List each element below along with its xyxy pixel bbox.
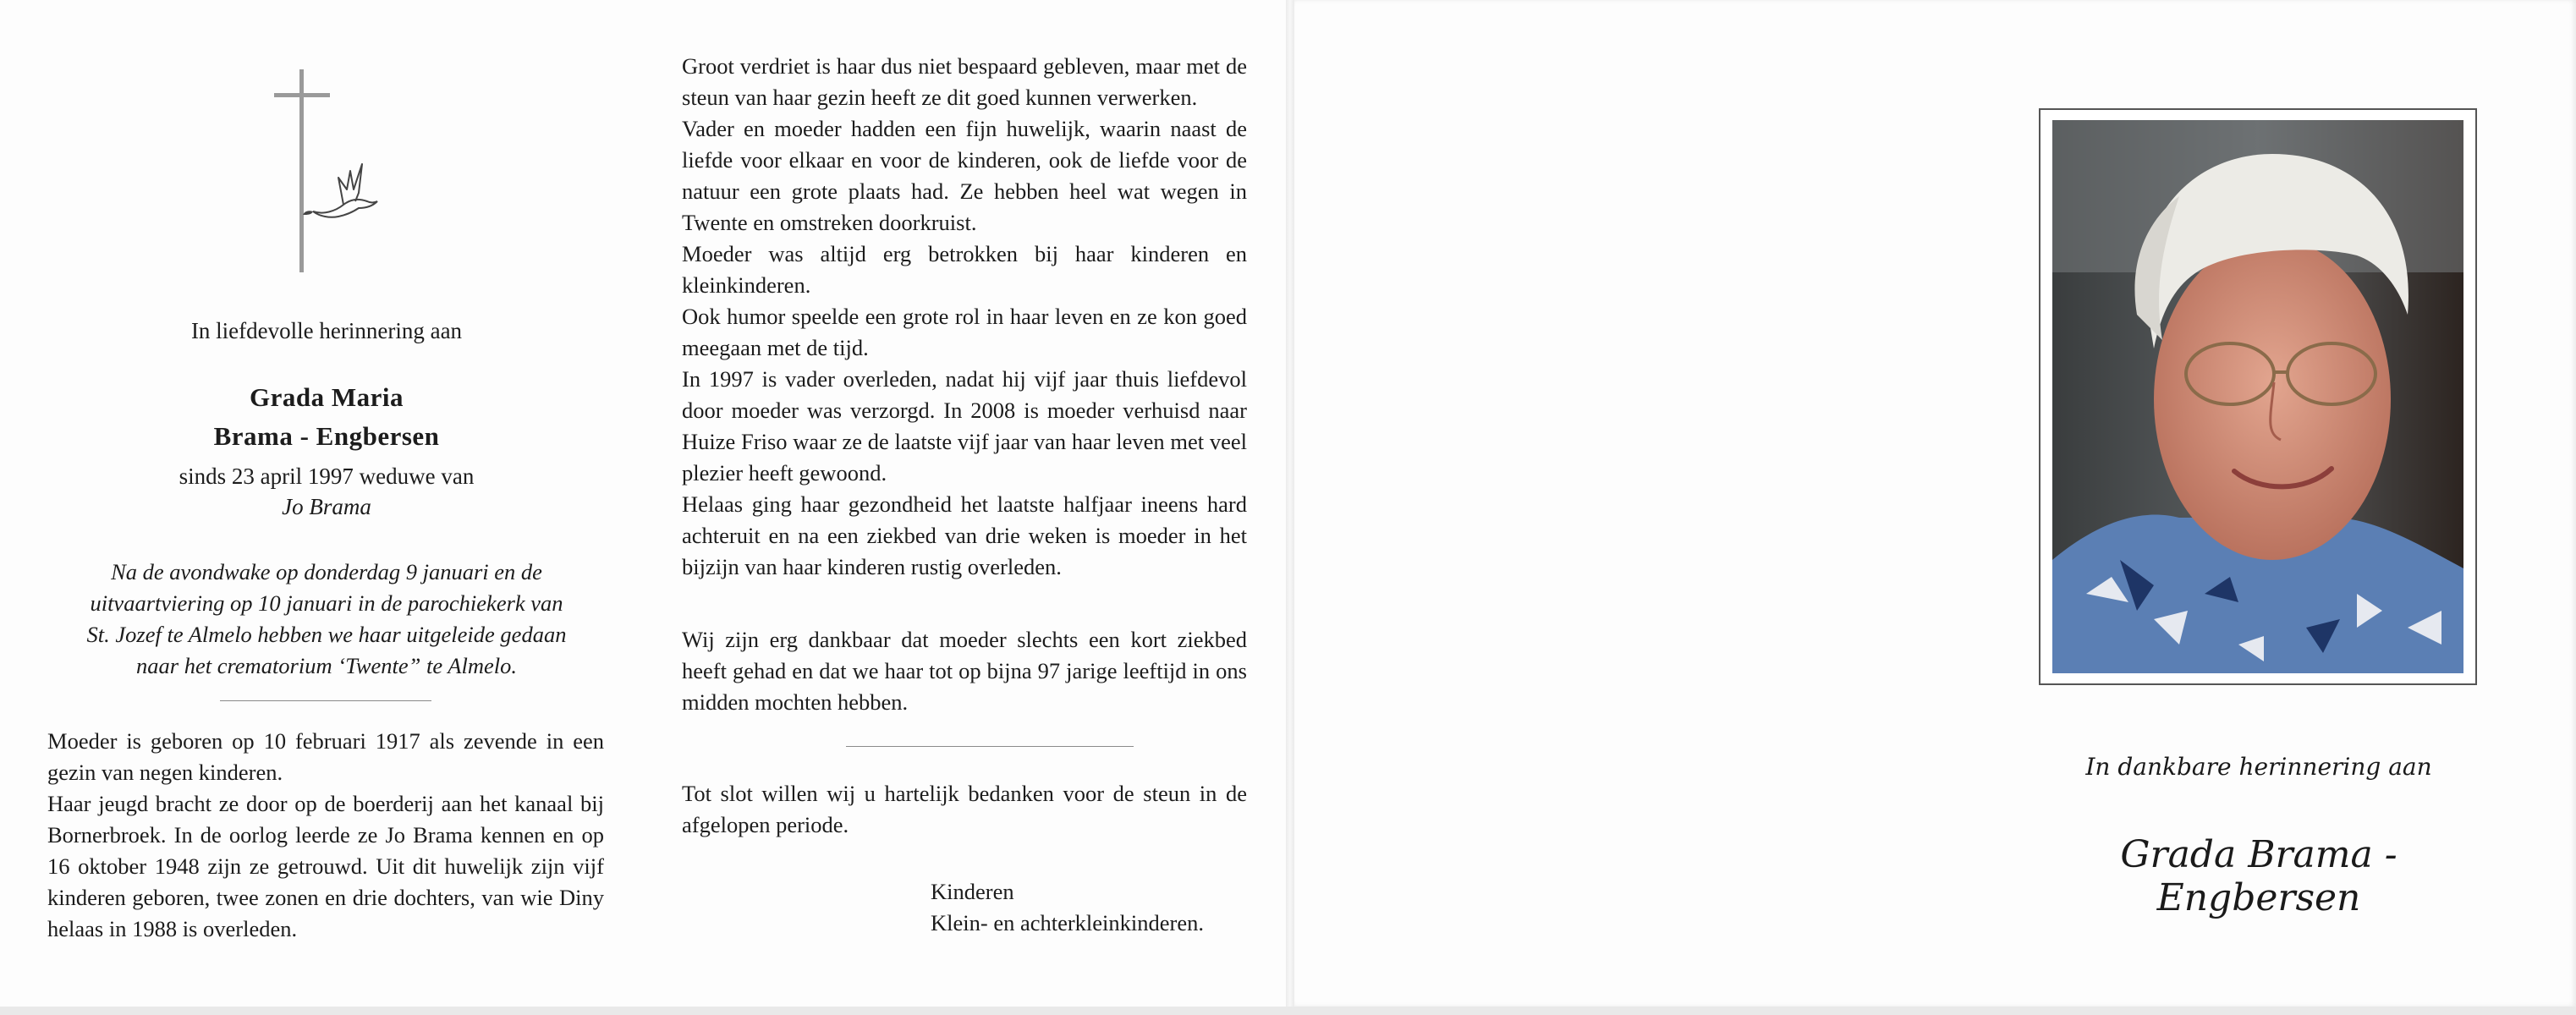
signature-grandchildren: Klein- en achterkleinkinderen. — [931, 910, 1205, 935]
deceased-given-names: Grada Maria — [250, 382, 404, 412]
deceased-surname: Brama - Engbersen — [213, 421, 440, 451]
front-caption: In dankbare herinnering aan — [2085, 753, 2432, 781]
life-story-text — [682, 51, 1247, 583]
front-name: Grada Brama - Engbersen — [2120, 833, 2397, 919]
story-paragraph: In 1997 is vader overleden, nadat hij vijf jaar thuis liefdevol door moeder was verzorgd. In 2008 is moeder verhuisd naar Huize Friso waar ze de laatste vijf jaar van haar leven met veel plezier heeft gewoond. — [682, 366, 1247, 486]
divider — [846, 746, 1134, 747]
gratitude-paragraph: Wij zijn erg dankbaar dat moeder slechts een kort ziekbed heeft gehad en dat we haar tot op bijna 97 jarige leeftijd in ons midden mochten hebben. — [682, 627, 1247, 715]
bio-paragraph: Haar jeugd bracht ze door op de boerderij aan het kanaal bij Bornerbroek. In de oorlog leerde ze Jo Brama kennen en op 16 oktober 1948 zijn ze getrouwd. Uit dit huwelijk zijn vijf kinderen geboren, twee zonen en drie dochters, van wie Diny helaas in 1988 is overleden. — [47, 791, 604, 941]
story-paragraph: Vader en moeder hadden een fijn huwelijk, waarin naast de liefde voor elkaar en voor de kinderen, ook de liefde voor de natuur een grote plaats had. Ze hebben heel wat wegen in Twente en omstreken doorkruist. — [682, 116, 1247, 235]
story-paragraph: Ook humor speelde een grote rol in haar leven en ze kon goed meegaan met de tijd. — [682, 304, 1247, 360]
intro-line: In liefdevolle herinnering aan — [190, 318, 463, 343]
biography-text — [47, 726, 604, 945]
husband-name: Jo Brama — [282, 494, 371, 519]
service-line: uitvaartviering op 10 januari in de parochiekerk van — [90, 590, 563, 616]
story-paragraph: Helaas ging haar gezondheid het laatste halfjaar ineens hard achteruit en na een ziekbed van drie weken is moeder in het bijzijn van haar kinderen rustig overleden. — [682, 491, 1247, 579]
service-text — [47, 557, 606, 682]
portrait-photo — [2052, 120, 2463, 673]
signature-children: Kinderen — [931, 879, 1014, 904]
service-line: naar het crematorium ‘Twente” te Almelo. — [136, 653, 517, 678]
signature — [931, 876, 1204, 939]
service-line: Na de avondwake op donderdag 9 januari en de — [111, 559, 542, 584]
widow-line: sinds 23 april 1997 weduwe van — [179, 464, 475, 489]
story-paragraph: Groot verdriet is haar dus niet bespaard gebleven, maar met de steun van haar gezin heeft ze dit goed kunnen verwerken. — [682, 53, 1247, 110]
story-paragraph: Moeder was altijd erg betrokken bij haar kinderen en kleinkinderen. — [682, 241, 1247, 298]
service-line: St. Jozef te Almelo hebben we haar uitgeleide gedaan — [86, 622, 567, 647]
cross-dove-icon — [262, 66, 389, 277]
bio-paragraph: Moeder is geboren op 10 februari 1917 als zevende in een gezin van negen kinderen. — [47, 728, 604, 785]
divider — [220, 700, 431, 701]
portrait-frame — [2039, 108, 2477, 685]
thanks-paragraph: Tot slot willen wij u hartelijk bedanken voor de steun in de afgelopen periode. — [682, 781, 1247, 837]
scan-edge — [0, 1007, 2576, 1015]
